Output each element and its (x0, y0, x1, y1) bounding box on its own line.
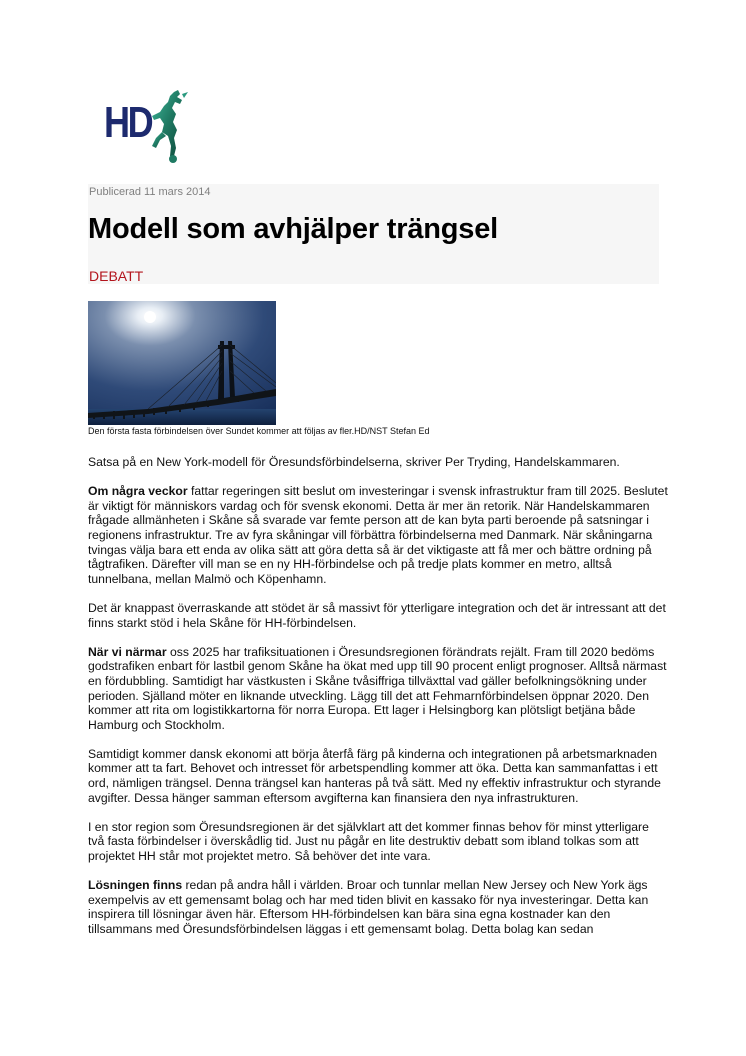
paragraph-lead: Om några veckor (88, 484, 188, 499)
article-paragraph: Det är knappast överraskande att stödet är så massivt för ytterligare integration och det är intressant att det finns starkt stöd i hela Skåne för HH-förbindelsen. (88, 600, 666, 630)
mercury-statue-icon (104, 88, 194, 164)
article-paragraph: I en stor region som Öresundsregionen är det självklart att det kommer finnas behov för minst ytterligare två fasta förbindelser i överskådlig tid. Just nu pågår en lite destruktiv debatt som ibland tolkas som att projektet HH står mot projektet metro. Så behöver det inte vara. (88, 819, 649, 864)
published-date: Publicerad 11 mars 2014 (89, 186, 211, 198)
photo-caption: Den första fasta förbindelsen över Sundet kommer att följas av fler.HD/NST Stefan Ed (88, 426, 430, 436)
paragraph-text: redan på andra håll i världen. Broar och tunnlar mellan New Jersey och New York ägs exempelvis av ett gemensamt bolag och har med tiden blivit en kassako för nya investeringar. Detta kan inspirera till lösningar även här. Eftersom HH-förbindelsen kan bära sina egna kostnader kan den tillsammans med Öresundsförbindelsen läggas i ett gemensamt bolag. Detta bolag kan sedan (88, 878, 649, 936)
logo-text: HD (104, 98, 152, 147)
hd-logo[interactable] (104, 88, 194, 164)
article-paragraph (88, 878, 668, 936)
paragraph-text: oss 2025 har trafiksituationen i Öresundsregionen förändrats rejält. Fram till 2020 bedöms godstrafiken enbart för lastbil genom Skåne ha ökat med upp till 90 procent enligt prognoser. Alltså närmast en fördubbling. Samtidigt har västkusten i Skåne tvåsiffriga tillväxttal vad gäller befolkningsökning under perioden. Själland möter en liknande utveckling. Lägg till det att Fehmarnförbindelsen öppnar 2020. Den kommer att rita om logistikkartorna för norra Europa. Ett lager i Helsingborg kan plötsligt betjäna både Hamburg och Stockholm. (88, 644, 667, 732)
paragraph-lead: Lösningen finns (88, 878, 183, 893)
article-paragraph (88, 645, 668, 733)
article-headline: Modell som avhjälper trängsel (88, 213, 498, 245)
article-paragraph: Samtidigt kommer dansk ekonomi att börja återfå färg på kinderna och integrationen på arbetsmarknaden kommer att ta fart. Behovet och intresset för arbetspendling kommer att öka. Detta kan sammanfattas i ett ord, nämligen trängsel. Denna trängsel kan hanteras på två sätt. Med ny effektiv infrastruktur och styrande avgifter. Dessa hänger samman eftersom avgifterna kan finansiera den nya infrastrukturen. (88, 746, 661, 805)
bridge-photo (88, 301, 276, 425)
article-intro: Satsa på en New York-modell för Öresundsförbindelserna, skriver Per Tryding, Handelskammaren. (88, 455, 620, 469)
bridge-photo-graphic (88, 301, 276, 425)
paragraph-text: fattar regeringen sitt beslut om investeringar i svensk infrastruktur fram till 2025. Beslutet är viktigt för människors vardag och för svensk ekonomi. Detta är mer än retorik. När Handelskammaren frågade allmänheten i Skåne så svarade var femte person att de kan byta parti beroende på satsningar i regionens infrastruktur. Tre av fyra skåningar vill förbättra förbindelserna med Danmark. När skåningarna tvingas välja bara ett enda av olika sätt att göra detta så är det viktigaste att få mer och bättre ordning på tågtrafiken. Därefter vill man se en ny HH-förbindelse och på tredje plats kommer en metro, alltså tunnelbana, mellan Malmö och Köpenhamn. (88, 484, 668, 586)
article-paragraph (88, 484, 668, 586)
category-label[interactable]: DEBATT (89, 268, 144, 284)
paragraph-lead: När vi närmar (88, 644, 167, 659)
article-body (88, 455, 668, 951)
